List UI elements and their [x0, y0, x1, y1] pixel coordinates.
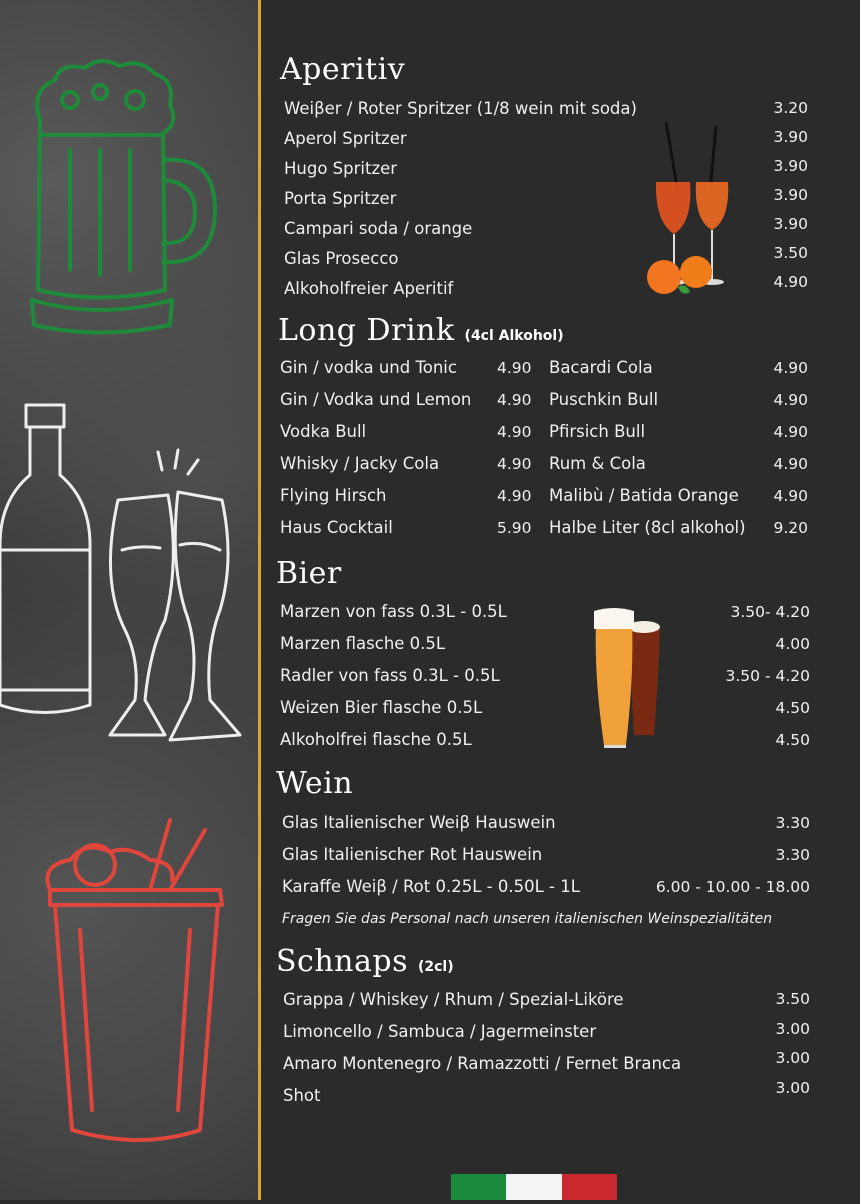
longdrink-item-price: 4.90	[497, 487, 532, 505]
schnaps-item-price: 3.50	[775, 990, 810, 1008]
schnaps-subtitle: (2cl)	[417, 959, 454, 975]
longdrink-item-name: Malibù / Batida Orange	[549, 486, 739, 505]
longdrink-item-price: 9.20	[773, 519, 808, 537]
longdrink-item-name: Vodka Bull	[280, 422, 367, 441]
longdrink-item-name: Flying Hirsch	[280, 486, 387, 505]
bier-item-price: 4.00	[775, 635, 810, 653]
bier-item-name: Weizen Bier flasche 0.5L	[280, 698, 483, 717]
chalk-illustrations	[0, 0, 258, 1200]
wine-bottle-icon	[0, 405, 90, 713]
longdrink-item-name: Whisky / Jacky Cola	[280, 454, 440, 473]
longdrink-item-name: Haus Cocktail	[280, 518, 393, 537]
champagne-toast-icon	[110, 450, 240, 740]
flag-green-stripe	[451, 1174, 506, 1200]
bier-item-name: Marzen von fass 0.3L - 0.5L	[280, 602, 507, 621]
longdrink-item-price: 4.90	[497, 391, 532, 409]
aperitiv-item-price: 3.90	[773, 186, 808, 204]
longdrink-item-price: 4.90	[773, 455, 808, 473]
schnaps-item-price: 3.00	[775, 1049, 810, 1067]
aperitiv-item-name: Campari soda / orange	[284, 219, 473, 238]
aperitiv-item-name: Weiβer / Roter Spritzer (1/8 wein mit soda)	[284, 99, 637, 118]
schnaps-item-name: Limoncello / Sambuca / Jagermeinster	[283, 1022, 597, 1041]
wein-item-price: 6.00 - 10.00 - 18.00	[655, 878, 810, 896]
longdrink-item-price: 4.90	[497, 423, 532, 441]
longdrink-item-name: Puschkin Bull	[549, 390, 659, 409]
left-decorative-panel	[0, 0, 258, 1200]
longdrink-item-price: 4.90	[773, 359, 808, 377]
schnaps-item-name: Grappa / Whiskey / Rhum / Spezial-Liköre	[283, 990, 624, 1009]
menu-content	[261, 0, 860, 1200]
bier-item-name: Alkoholfrei flasche 0.5L	[280, 730, 472, 749]
bier-item-name: Marzen flasche 0.5L	[280, 634, 446, 653]
bier-item-price: 3.50- 4.20	[730, 603, 810, 621]
aperitiv-item-price: 4.90	[773, 273, 808, 291]
aperitiv-item-price: 3.90	[773, 157, 808, 175]
italian-flag	[451, 1174, 617, 1200]
longdrink-item-price: 4.90	[773, 487, 808, 505]
wein-title-text: Wein	[276, 766, 354, 801]
aperitiv-item-name: Alkoholfreier Aperitif	[284, 279, 454, 298]
longdrink-item-name: Bacardi Cola	[549, 358, 653, 377]
bier-item-name: Radler von fass 0.3L - 0.5L	[280, 666, 500, 685]
beer-mug-icon	[32, 61, 215, 333]
schnaps-title	[276, 944, 454, 979]
schnaps-item-name: Amaro Montenegro / Ramazzotti / Fernet Branca	[283, 1054, 682, 1073]
longdrink-item-name: Rum & Cola	[549, 454, 646, 473]
wein-item-name: Glas Italienischer Weiβ Hauswein	[282, 813, 556, 832]
longdrink-item-name: Halbe Liter (8cl alkohol)	[549, 518, 746, 537]
wein-title	[276, 766, 353, 801]
aperitiv-title-text: Aperitiv	[280, 52, 406, 87]
bier-item-price: 4.50	[775, 731, 810, 749]
flag-red-stripe	[562, 1174, 617, 1200]
longdrink-item-price: 4.90	[773, 391, 808, 409]
longdrink-title	[278, 313, 564, 348]
wein-item-name: Glas Italienischer Rot Hauswein	[282, 845, 543, 864]
longdrink-item-name: Gin / vodka und Tonic	[280, 358, 457, 377]
aperitiv-item-name: Aperol Spritzer	[284, 129, 407, 148]
longdrink-item-price: 4.90	[773, 423, 808, 441]
longdrink-item-price: 4.90	[497, 359, 532, 377]
wein-item-price: 3.30	[775, 814, 810, 832]
schnaps-item-name: Shot	[283, 1086, 321, 1105]
schnaps-item-price: 3.00	[775, 1020, 810, 1038]
schnaps-item-price: 3.00	[775, 1079, 810, 1097]
cocktail-glass-icon	[48, 820, 223, 1140]
longdrink-subtitle: (4cl Alkohol)	[464, 328, 564, 344]
aperitiv-item-price: 3.90	[773, 128, 808, 146]
schnaps-title-text: Schnaps	[276, 944, 408, 979]
wein-item-price: 3.30	[775, 846, 810, 864]
longdrink-title-text: Long Drink	[278, 313, 455, 348]
aperitiv-item-price: 3.50	[773, 244, 808, 262]
wein-note: Fragen Sie das Personal nach unseren italienischen Weinspezialitäten	[282, 911, 773, 927]
aperitiv-title	[280, 52, 405, 87]
bier-title-text: Bier	[276, 556, 342, 591]
bier-item-price: 4.50	[775, 699, 810, 717]
longdrink-item-name: Pfirsich Bull	[549, 422, 646, 441]
wein-item-name: Karaffe Weiβ / Rot 0.25L - 0.50L - 1L	[282, 877, 580, 896]
longdrink-item-price: 5.90	[497, 519, 532, 537]
bier-title	[276, 556, 342, 591]
beer-glasses-icon	[592, 607, 664, 749]
aperitiv-item-name: Glas Prosecco	[284, 249, 399, 268]
spritz-glasses-icon	[638, 122, 738, 304]
bier-item-price: 3.50 - 4.20	[725, 667, 810, 685]
longdrink-item-price: 4.90	[497, 455, 532, 473]
aperitiv-item-name: Porta Spritzer	[284, 189, 397, 208]
aperitiv-item-name: Hugo Spritzer	[284, 159, 398, 178]
aperitiv-item-price: 3.90	[773, 215, 808, 233]
longdrink-item-name: Gin / Vodka und Lemon	[280, 390, 472, 409]
flag-white-stripe	[506, 1174, 561, 1200]
aperitiv-item-price: 3.20	[773, 99, 808, 117]
